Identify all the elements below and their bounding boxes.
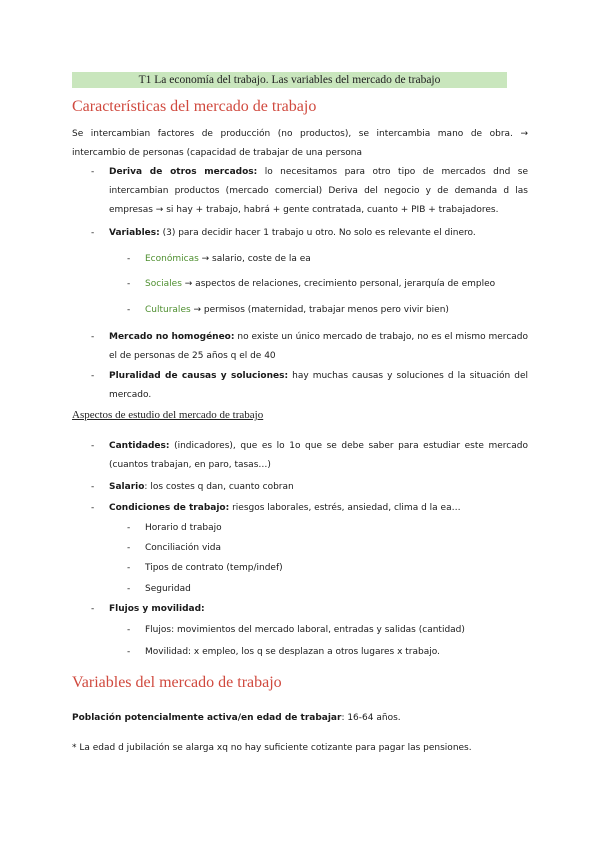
bullet-dash: - — [127, 279, 131, 289]
bullet-dash: - — [127, 563, 131, 573]
bullet-dash: - — [127, 523, 131, 533]
sub-item-text: Flujos: movimientos del mercado laboral, entradas y salidas (cantidad) — [145, 625, 465, 635]
bullet-dash: - — [91, 441, 95, 451]
sub-item-text: Seguridad — [145, 584, 191, 594]
population-text: : 16-64 años. — [341, 713, 401, 723]
item-text: no existe un único mercado de trabajo, no es el mismo mercado el de personas de 25 años q el de 40 — [109, 332, 528, 361]
sub-item-text: Movilidad: x empleo, los q se desplazan a otros lugares x trabajo. — [145, 647, 440, 657]
item-term: Salario — [109, 482, 145, 492]
item-text: riesgos laborales, estrés, ansiedad, clima d la ea… — [229, 503, 461, 513]
population-term: Población potencialmente activa/en edad de trabajar — [72, 713, 342, 723]
bullet-dash: - — [91, 371, 95, 381]
bullet-dash: - — [91, 228, 95, 238]
bullet-dash: - — [127, 625, 131, 635]
bullet-dash: - — [127, 647, 131, 657]
item-term: Condiciones de trabajo: — [109, 503, 230, 513]
item-term: Variables: — [109, 228, 160, 238]
item-text: hay muchas causas y soluciones d la situación del mercado. — [109, 371, 528, 400]
item-term: Pluralidad de causas y soluciones: — [109, 371, 289, 381]
bullet-dash: - — [127, 305, 131, 315]
item-term: Flujos y movilidad: — [109, 604, 205, 614]
item-term: Mercado no homogéneo: — [109, 332, 235, 342]
population-line — [72, 711, 401, 725]
bullet-dash: - — [91, 167, 95, 177]
item-text: : los costes q dan, cuanto cobran — [144, 482, 294, 492]
item-term: Cantidades: — [109, 441, 170, 451]
variable-text: → salario, coste de la ea — [198, 254, 311, 264]
bullet-dash: - — [127, 543, 131, 553]
item-text: (indicadores), que es lo 1o que se debe saber para estudiar este mercado (cuantos trabajan, en paro, tasas…) — [109, 441, 528, 470]
document-title: T1 La economía del trabajo. Las variables del mercado de trabajo — [72, 72, 507, 88]
section-heading-caracteristicas: Características del mercado de trabajo — [72, 98, 317, 115]
item-text: lo necesitamos para otro tipo de mercados dnd se intercambian productos (mercado comercial) Deriva del negocio y de demanda d las empresas → si hay + trabajo, habrá + gente contratada, cuanto + PIB + trabajadores. — [109, 167, 528, 215]
variable-term: Sociales — [145, 279, 182, 289]
bullet-dash: - — [91, 332, 95, 342]
variable-term: Económicas — [145, 254, 199, 264]
item-term: Deriva de otros mercados: — [109, 167, 258, 177]
bullet-dash: - — [91, 482, 95, 492]
variable-text: → permisos (maternidad, trabajar menos pero vivir bien) — [190, 305, 449, 315]
bullet-dash: - — [127, 254, 131, 264]
section-heading-variables: Variables del mercado de trabajo — [72, 674, 282, 691]
footnote: * La edad d jubilación se alarga xq no hay suficiente cotizante para pagar las pensiones. — [72, 743, 472, 753]
intro-paragraph: Se intercambian factores de producción (no productos), se intercambia mano de obra. → intercambio de personas (capacidad de trabajar de una persona — [72, 129, 528, 158]
variable-text: → aspectos de relaciones, crecimiento personal, jerarquía de empleo — [181, 279, 496, 289]
sub-item-text: Conciliación vida — [145, 543, 222, 553]
variable-term: Culturales — [145, 305, 191, 315]
bullet-dash: - — [91, 503, 95, 513]
sub-item-text: Horario d trabajo — [145, 523, 222, 533]
bullet-dash: - — [91, 604, 95, 614]
section-heading-aspectos: Aspectos de estudio del mercado de trabajo — [72, 409, 264, 421]
sub-item-text: Tipos de contrato (temp/indef) — [145, 563, 283, 573]
bullet-dash: - — [127, 584, 131, 594]
item-text: (3) para decidir hacer 1 trabajo u otro. No solo es relevante el dinero. — [159, 228, 476, 238]
